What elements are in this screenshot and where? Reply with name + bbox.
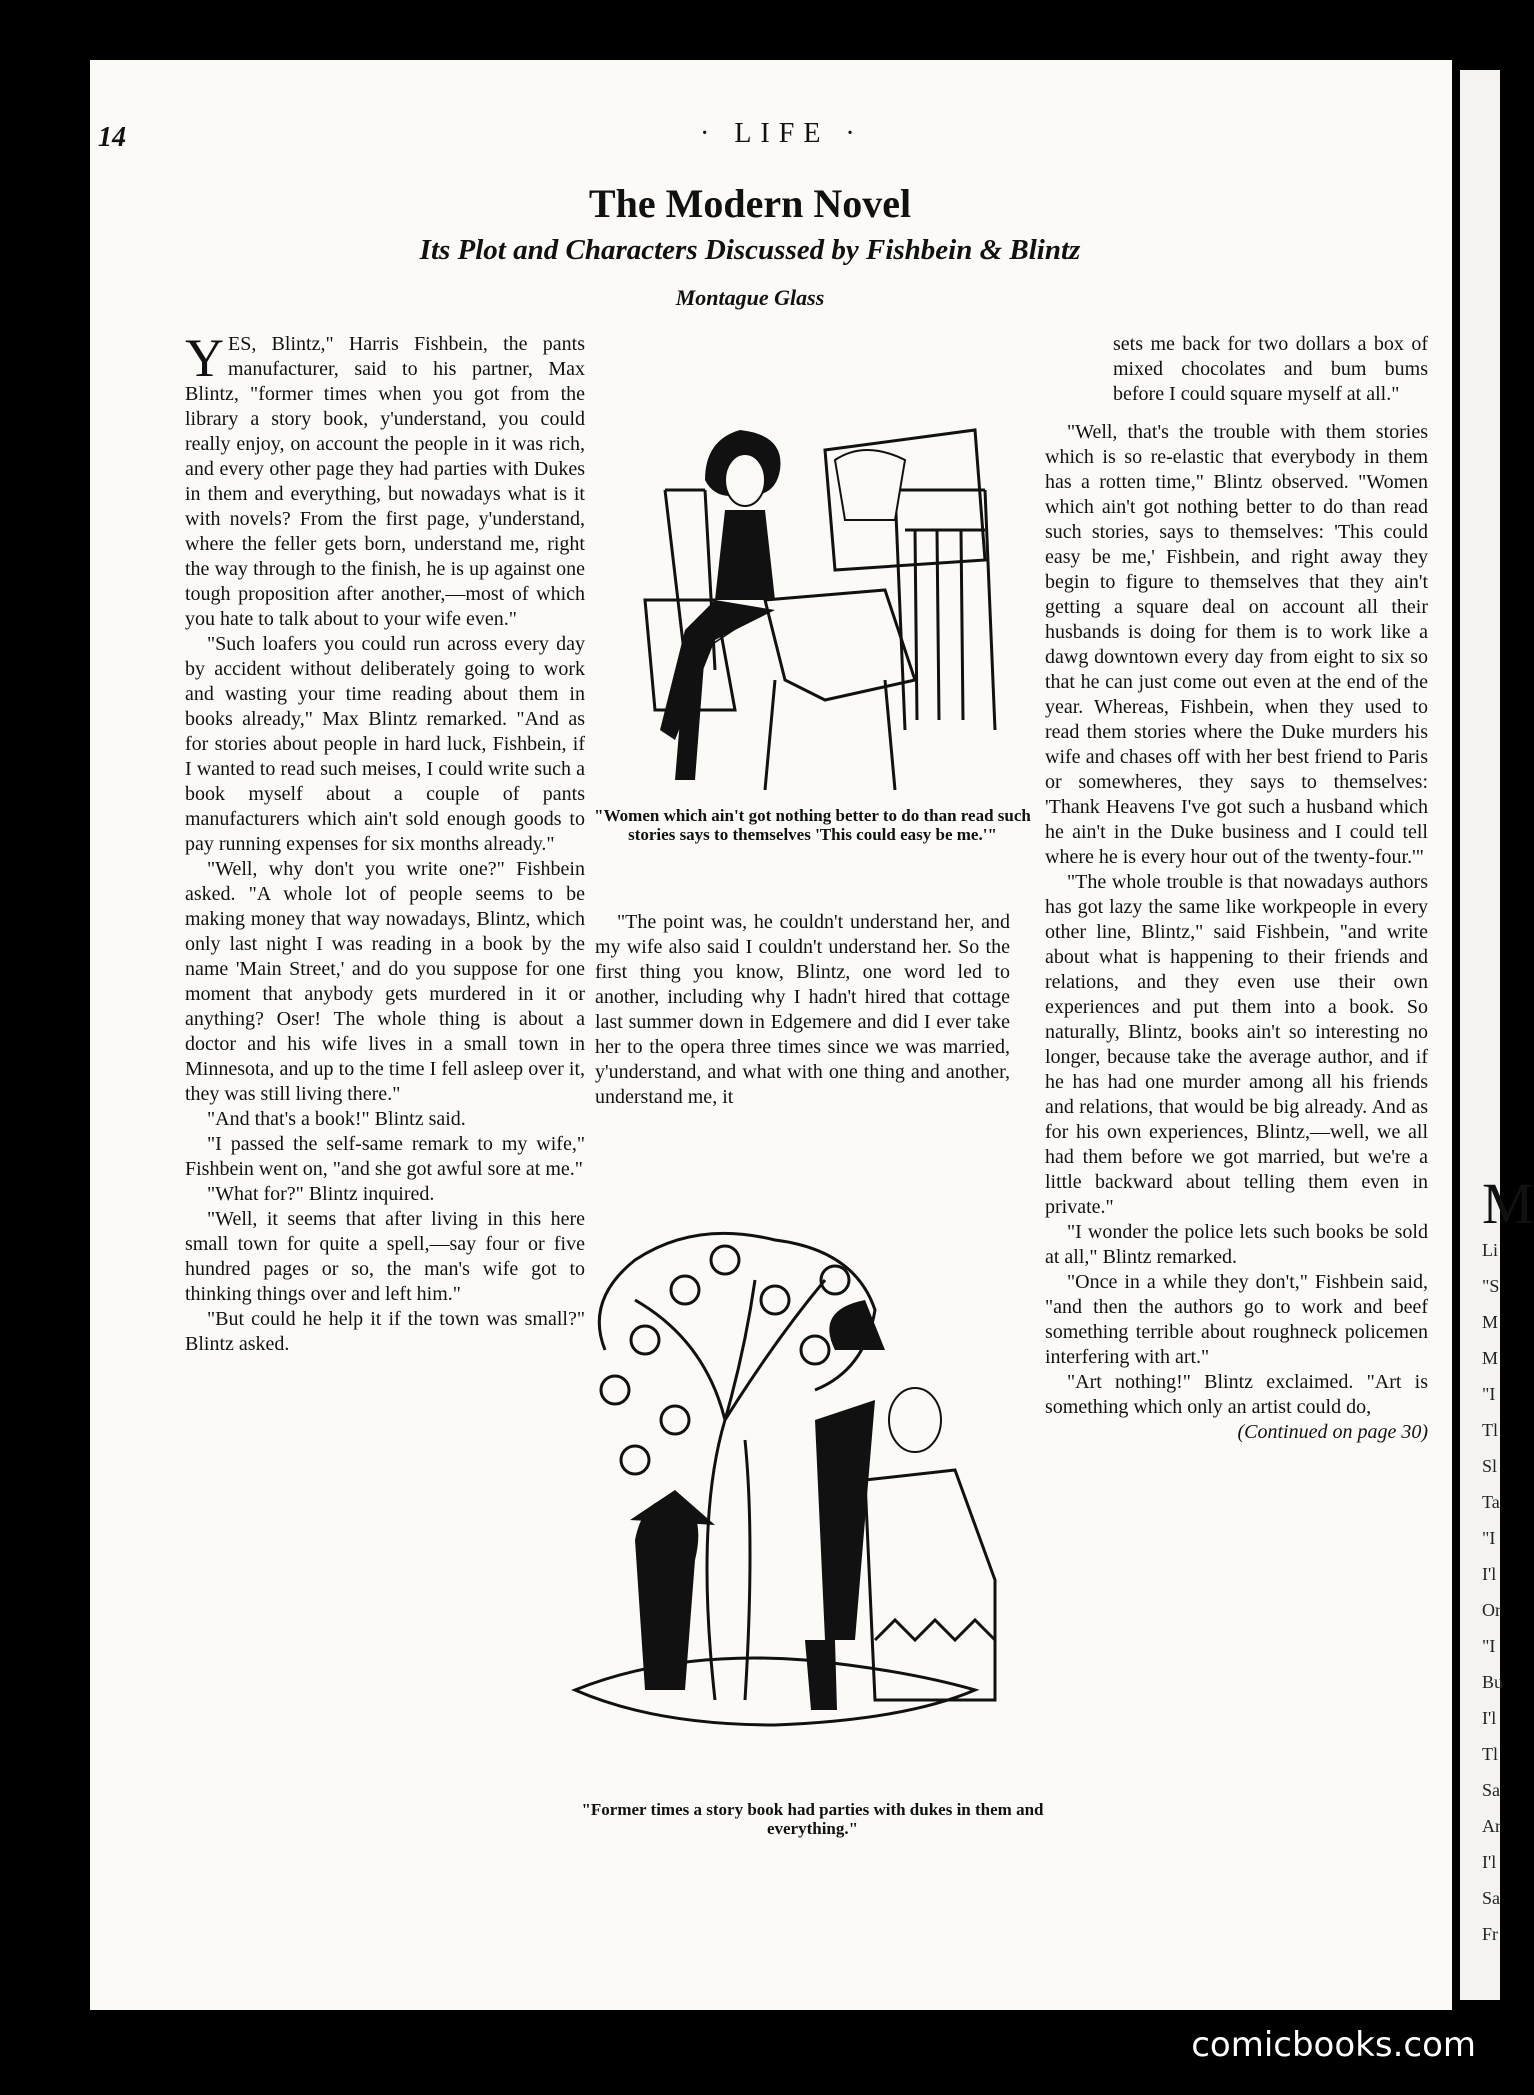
adjacent-page-fragment: Sl (1482, 1456, 1498, 1476)
adjacent-page-fragment: Ar (1482, 1816, 1501, 1836)
caption-top: "Women which ain't got nothing better to do than read such stories says to themselves 'This could easy be me.'" (594, 806, 1031, 844)
column-3 (1045, 420, 1428, 1445)
article-subtitle: Its Plot and Characters Discussed by Fishbein & Blintz (419, 234, 1081, 266)
caption-bottom: "Former times a story book had parties with dukes in them and everything." (581, 1800, 1044, 1838)
continued-note: (Continued on page 30) (1237, 1421, 1428, 1443)
adjacent-page-fragment: "I (1482, 1528, 1496, 1548)
adjacent-page-fragment: Fr (1482, 1924, 1499, 1944)
paragraph: "The whole trouble is that nowadays authors has got lazy the same like workpeople in every other line, Blintz," said Fishbein, "and write about what is happening to their friends and relations, and they even use their own experiences and put them into a book. So naturally, Blintz, books ain't so interesting no longer, because take the average author, and if he has had one murder among all his friends and relations, that would be big already. And as for his own experiences, Blintz,—well, we all had them before we got married, but we're a little backward about telling them even in private." (1045, 871, 1428, 1218)
adjacent-page-fragment: Sa (1482, 1780, 1500, 1800)
adjacent-page-fragment: Or (1482, 1600, 1501, 1620)
paragraph: "Well, it seems that after living in this here small town for quite a spell,—say four or five hundred pages or so, the man's wife got to thinking things over and left him." (185, 1208, 585, 1305)
drop-cap: Y (185, 328, 224, 388)
adjacent-page-fragment: Tl (1482, 1420, 1498, 1440)
paragraph: "What for?" Blintz inquired. (207, 1183, 435, 1205)
paragraph: "And that's a book!" Blintz said. (207, 1108, 466, 1130)
adjacent-page-fragment: I'l (1482, 1564, 1497, 1584)
paragraph: "The point was, he couldn't understand her, and my wife also said I couldn't understand her. So the first thing you know, Blintz, one word led to another, including why I hadn't hired that cottage last summer down in Edgemere and did I ever take her to the opera three times since we was married, y'understand, and what with one thing and another, understand me, it (595, 911, 1010, 1108)
paragraph: "I wonder the police lets such books be sold at all," Blintz remarked. (1045, 1221, 1428, 1268)
adjacent-page-fragment: Ta (1482, 1492, 1500, 1512)
paragraph: "Once in a while they don't," Fishbein said, "and then the authors go to work and beef something terrible about roughneck policemen interfering with art." (1045, 1271, 1428, 1368)
watermark: comicbooks.com (1191, 2025, 1476, 2065)
adjacent-page-fragment: M (1482, 1312, 1499, 1332)
adjacent-page-fragment: "I (1482, 1384, 1496, 1404)
paragraph: sets me back for two dollars a box of mixed chocolates and bum bums before I could square myself at all." (1113, 333, 1428, 405)
paragraph: "But could he help it if the town was small?" Blintz asked. (185, 1308, 585, 1355)
magazine-name: · LIFE · (700, 118, 864, 149)
adjacent-page-initial: M (1482, 1171, 1534, 1236)
column-1 (185, 328, 585, 1357)
column-3-top (1113, 332, 1428, 407)
paragraph: "Well, why don't you write one?" Fishbein asked. "A whole lot of people seems to be making money that way nowadays, Blintz, which only last night I was reading in a book by the name 'Main Street,' and do you suppose for one moment that anybody gets murdered in it or anything? Oser! The whole thing is about a doctor and his wife lives in a small town in Minnesota, and up to the time I fell asleep over it, they was still living there." (185, 858, 585, 1105)
adjacent-page-fragment: "I (1482, 1636, 1496, 1656)
paragraph: "Well, that's the trouble with them stories which is so re-elastic that everybody in them has a rotten time," Blintz observed. "Women which ain't got nothing better to do than read such stories, says to themselves: 'This could easy be me,' Fishbein, and right away they begin to figure to themselves that they ain't getting a square deal on account all their husbands is doing for them is to work like a dawg downtown every day from eight to six so that he can just come out even at the end of the year. Whereas, Fishbein, when they used to read them stories where the Duke murders his wife and chases off with her best friend to Paris or somewheres, they says to themselves: 'Thank Heavens I've got such a husband which he ain't in the Duke business and I could tell where he is every hour out of the twenty-four.'" (1045, 421, 1428, 868)
author-byline: Montague Glass (675, 285, 825, 310)
paragraph: "Art nothing!" Blintz exclaimed. "Art is something which only an artist could do, (1045, 1371, 1428, 1418)
adjacent-page-fragment: Li (1482, 1240, 1498, 1260)
illustration-duke-and-lady (575, 1220, 1045, 1740)
column-2 (595, 910, 1010, 1110)
paragraph: "Such loafers you could run across every day by accident without deliberately going to work and wasting your time reading about them in books already," Max Blintz remarked. "And as for stories about people in hard luck, Fishbein, if I wanted to read such meises, I could write such a book myself about a couple of pants manufacturers which ain't sold enough goods to pay running expenses for six months already." (185, 633, 585, 855)
paragraph: YES, Blintz," Harris Fishbein, the pants manufacturer, said to his partner, Max Blintz, "former times when you got from the library a story book, y'understand, you could really enjoy, on account the people in it was rich, and every other page they had parties with Dukes in them and everything, but nowadays what is it with novels? From the first page, y'understand, where the feller gets born, understand me, right the way through to the finish, he is up against one tough proposition after another,—most of which you hate to talk about to your wife even." (185, 328, 585, 630)
adjacent-page-fragment: I'l (1482, 1708, 1497, 1728)
adjacent-page-fragment: "S (1482, 1276, 1500, 1296)
illustration-couple-reading (565, 400, 1065, 790)
paragraph: "I passed the self-same remark to my wife," Fishbein went on, "and she got awful sore at me." (185, 1133, 585, 1180)
adjacent-page-fragment: I'l (1482, 1852, 1497, 1872)
adjacent-page-fragment: M (1482, 1348, 1499, 1368)
adjacent-page-fragment: Sa (1482, 1888, 1500, 1908)
article-title: The Modern Novel (588, 181, 912, 226)
adjacent-page-edge (1460, 70, 1534, 2000)
adjacent-page-fragment: Bu (1482, 1672, 1504, 1692)
adjacent-page-fragment: Tl (1482, 1744, 1498, 1764)
page-number: 14 (98, 122, 126, 153)
